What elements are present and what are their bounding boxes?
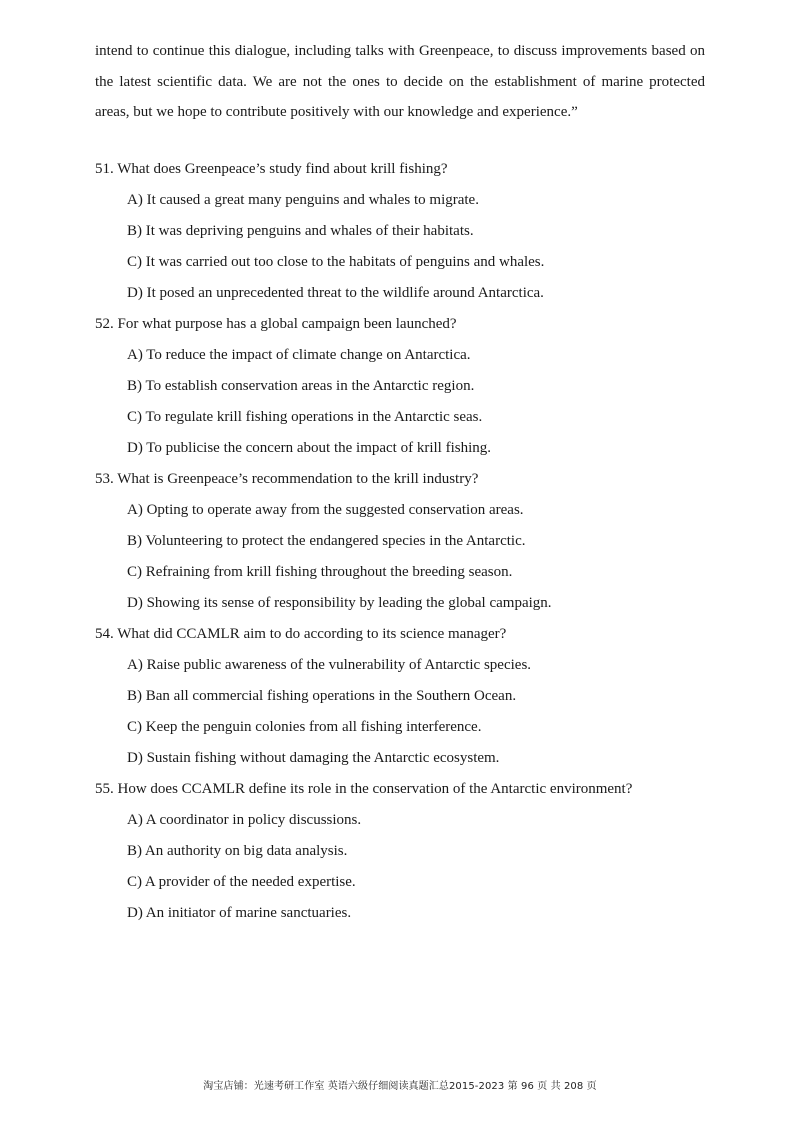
question-stem: 54. What did CCAMLR aim to do according to its science manager? [95, 625, 507, 642]
passage-paragraph: intend to continue this dialogue, including talks with Greenpeace, to discuss improvements based on the latest scientific data. We are not the ones to decide on the establishment of marine protected areas, but we hope to contribute positively with our knowledge and experience.” [95, 43, 705, 120]
option-a: A) Opting to operate away from the suggested conservation areas. [127, 501, 524, 518]
option-a: A) To reduce the impact of climate change on Antarctica. [127, 346, 471, 363]
option-list [95, 500, 705, 613]
option-c: C) Keep the penguin colonies from all fishing interference. [127, 718, 482, 735]
page-footer: 淘宝店铺：光速考研工作室 英语六级仔细阅读真题汇总2015-2023 第 96 页 共 208 页 [203, 1081, 597, 1092]
option-b: B) Volunteering to protect the endangered species in the Antarctic. [127, 532, 526, 549]
question-stem: 55. How does CCAMLR define its role in the conservation of the Antarctic environment? [95, 780, 633, 797]
option-d: D) Sustain fishing without damaging the Antarctic ecosystem. [127, 749, 500, 766]
option-a: A) A coordinator in policy discussions. [127, 811, 362, 828]
option-d: D) An initiator of marine sanctuaries. [127, 904, 352, 921]
question-stem: 52. For what purpose has a global campaign been launched? [95, 315, 457, 332]
option-list [95, 655, 705, 768]
question-55 [95, 779, 705, 923]
option-b: B) Ban all commercial fishing operations in the Southern Ocean. [127, 687, 517, 704]
question-stem: 53. What is Greenpeace’s recommendation to the krill industry? [95, 470, 479, 487]
option-b: B) It was depriving penguins and whales of their habitats. [127, 222, 474, 239]
question-52 [95, 314, 705, 458]
question-51 [95, 159, 705, 303]
option-b: B) An authority on big data analysis. [127, 842, 348, 859]
option-list [95, 345, 705, 458]
option-c: C) It was carried out too close to the habitats of penguins and whales. [127, 253, 545, 270]
document-page [95, 36, 705, 934]
option-c: C) Refraining from krill fishing throughout the breeding season. [127, 563, 513, 580]
question-54 [95, 624, 705, 768]
option-a: A) It caused a great many penguins and whales to migrate. [127, 191, 479, 208]
option-a: A) Raise public awareness of the vulnerability of Antarctic species. [127, 656, 532, 673]
option-d: D) To publicise the concern about the impact of krill fishing. [127, 439, 491, 456]
option-d: D) Showing its sense of responsibility by leading the global campaign. [127, 594, 552, 611]
question-53 [95, 469, 705, 613]
option-c: C) A provider of the needed expertise. [127, 873, 356, 890]
option-b: B) To establish conservation areas in the Antarctic region. [127, 377, 475, 394]
option-list [95, 810, 705, 923]
option-c: C) To regulate krill fishing operations in the Antarctic seas. [127, 408, 483, 425]
option-list [95, 190, 705, 303]
option-d: D) It posed an unprecedented threat to the wildlife around Antarctica. [127, 284, 544, 301]
question-stem: 51. What does Greenpeace’s study find about krill fishing? [95, 160, 448, 177]
